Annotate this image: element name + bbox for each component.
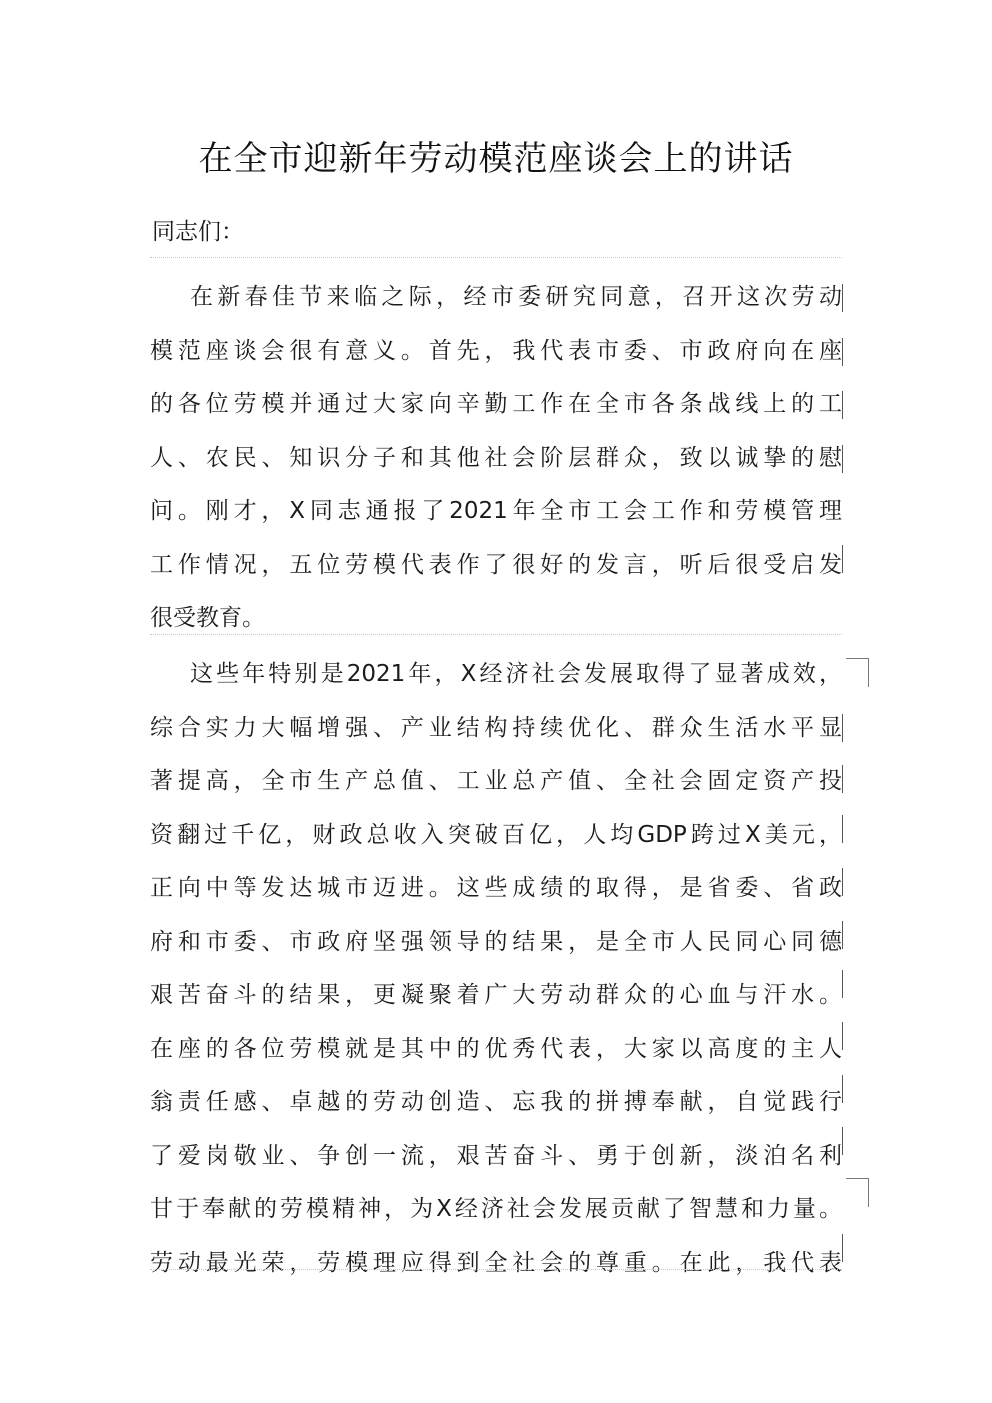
section-divider [150, 257, 842, 258]
margin-tick [842, 970, 843, 998]
section-divider [150, 1269, 842, 1270]
margin-bracket [846, 1178, 869, 1207]
paragraph-line: 人、农民、知识分子和其他社会阶层群众，致以诚挚的慰 [150, 444, 842, 471]
margin-tick [842, 921, 843, 949]
margin-tick [842, 1234, 843, 1262]
margin-tick [842, 868, 843, 896]
paragraph-line: 正向中等发达城市迈进。这些成绩的取得，是省委、省政 [150, 875, 842, 901]
paragraph-line: 的各位劳模并通过大家向辛勤工作在全市各条战线上的工 [150, 391, 842, 417]
paragraph-1 [150, 271, 842, 646]
paragraph-line: 在新春佳节来临之际，经市委研究同意，召开这次劳动 [190, 284, 842, 310]
paragraph-line: 综合实力大幅增强、产业结构持续优化、群众生活水平显 [150, 714, 842, 741]
margin-tick [842, 1022, 843, 1050]
paragraph-line: 了爱岗敬业、争创一流，艰苦奋斗、勇于创新，淡泊名利 [150, 1142, 842, 1169]
margin-tick [842, 391, 843, 419]
document-title: 在全市迎新年劳动模范座谈会上的讲话 [198, 139, 794, 179]
margin-bracket [846, 658, 869, 687]
salutation: 同志们： [152, 219, 244, 245]
paragraph-line: 在座的各位劳模就是其中的优秀代表，大家以高度的主人 [150, 1035, 842, 1062]
margin-tick [842, 1127, 843, 1155]
margin-tick [842, 338, 843, 366]
paragraph-line: 著提高，全市生产总值、工业总产值、全社会固定资产投 [150, 768, 842, 794]
paragraph-line: 府和市委、市政府坚强领导的结果，是全市人民同心同德 [150, 928, 842, 955]
paragraph-2 [150, 648, 842, 1290]
paragraph-line: 甘于奉献的劳模精神，为X经济社会发展贡献了智慧和力量。 [150, 1196, 842, 1222]
margin-tick [842, 445, 843, 473]
paragraph-line: 工作情况，五位劳模代表作了很好的发言，听后很受启发 [150, 551, 842, 578]
margin-tick [842, 545, 843, 573]
margin-tick [842, 1075, 843, 1103]
section-divider [150, 634, 842, 635]
paragraph-line: 艰苦奋斗的结果，更凝聚着广大劳动群众的心血与汗水。 [150, 982, 842, 1008]
margin-tick [842, 765, 843, 793]
paragraph-line: 资翻过千亿，财政总收入突破百亿，人均GDP跨过X美元， [150, 821, 842, 848]
margin-tick [842, 284, 843, 312]
margin-tick [842, 815, 843, 843]
margin-tick [842, 714, 843, 742]
paragraph-line: 模范座谈会很有意义。首先，我代表市委、市政府向在座 [150, 337, 842, 364]
paragraph-line: 很受教育。 [150, 605, 265, 631]
paragraph-line: 劳动最光荣，劳模理应得到全社会的尊重。在此，我代表 [150, 1249, 842, 1276]
paragraph-line: 这些年特别是2021年，X经济社会发展取得了显著成效， [190, 661, 842, 687]
paragraph-line: 翁责任感、卓越的劳动创造、忘我的拼搏奉献，自觉践行 [150, 1089, 842, 1115]
paragraph-line: 问。刚才，X同志通报了2021年全市工会工作和劳模管理 [150, 498, 842, 524]
